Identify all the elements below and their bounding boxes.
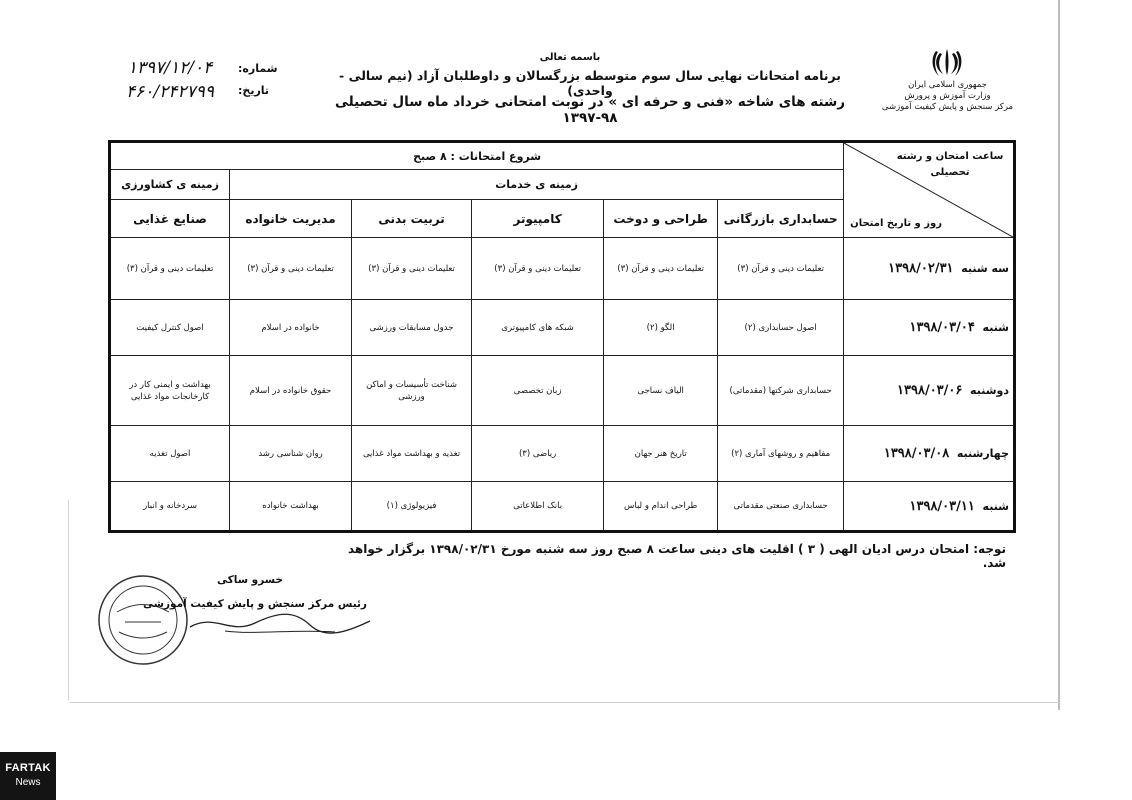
subject-cell: روان شناسی رشد bbox=[230, 426, 352, 482]
subject-cell: مفاهیم و روشهای آماری (۲) bbox=[718, 426, 844, 482]
subject-cell: تعلیمات دینی و قرآن (۳) bbox=[472, 238, 604, 300]
subject-cell: تعلیمات دینی و قرآن (۳) bbox=[718, 238, 844, 300]
day-label: سه شنبه bbox=[961, 262, 1009, 275]
major-header: تربیت بدنی bbox=[352, 200, 472, 238]
document-subtitle: رشته های شاخه «فنی و حرفه ای » در نوبت امتحانی خرداد ماه سال تحصیلی ۹۸-۱۳۹۷ bbox=[334, 94, 846, 126]
signatory-name: خسرو ساکی bbox=[217, 574, 283, 586]
subject-cell: سردخانه و انبار bbox=[110, 482, 230, 532]
table-row bbox=[110, 482, 1015, 532]
major-header: صنایع غذایی bbox=[110, 200, 230, 238]
table-row bbox=[110, 300, 1015, 356]
corner-label-date: روز و تاریخ امتحان bbox=[850, 218, 942, 229]
logo-text: FARTAK bbox=[5, 762, 51, 774]
ministry-caption bbox=[880, 80, 1015, 113]
day-date-cell bbox=[844, 356, 1015, 426]
number-label: شماره: bbox=[238, 62, 278, 75]
subject-cell: طراحی اندام و لباس bbox=[604, 482, 718, 532]
subject-cell: اصول تغذیه bbox=[110, 426, 230, 482]
subject-cell: اصول حسابداری (۲) bbox=[718, 300, 844, 356]
official-stamp-icon bbox=[95, 572, 191, 668]
date-label: تاریخ: bbox=[238, 84, 270, 97]
subject-cell: حسابداری صنعتی مقدماتی bbox=[718, 482, 844, 532]
subject-cell: اصول کنترل کیفیت bbox=[110, 300, 230, 356]
footnote: توجه: امتحان درس ادیان الهی ( ۳ ) اقلیت های دینی ساعت ۸ صبح روز سه شنبه مورخ ۱۳۹۸/۰۲/۳۱ برگزار خواهد شد. bbox=[347, 542, 1006, 570]
day-date-cell bbox=[844, 426, 1015, 482]
page-edge bbox=[1058, 0, 1060, 710]
bismillah: باسمه تعالی bbox=[539, 52, 601, 63]
ministry-line: جمهوری اسلامی ایران bbox=[908, 80, 987, 90]
day-label: شنبه bbox=[982, 321, 1009, 334]
subject-cell: تعلیمات دینی و قرآن (۳) bbox=[604, 238, 718, 300]
day-label: دوشنبه bbox=[970, 384, 1009, 397]
exam-date: ۱۳۹۸/۰۳/۰۴ bbox=[909, 320, 975, 335]
table-row bbox=[110, 426, 1015, 482]
corner-label-time: ساعت امتحان و رشته تحصیلی bbox=[896, 151, 1004, 178]
subject-cell: الیاف نساجی bbox=[604, 356, 718, 426]
field-header-agriculture: زمینه ی کشاورزی bbox=[110, 170, 230, 200]
exam-date: ۱۳۹۸/۰۳/۱۱ bbox=[909, 498, 975, 514]
subject-cell: الگو (۲) bbox=[604, 300, 718, 356]
day-label: چهارشنبه bbox=[956, 447, 1009, 460]
subject-cell: بهداشت و ایمنی کار در کارخانجات مواد غذایی bbox=[110, 356, 230, 426]
subject-cell: تغذیه و بهداشت مواد غذایی bbox=[352, 426, 472, 482]
ministry-line: وزارت آموزش و پرورش bbox=[904, 91, 991, 101]
subject-cell: تعلیمات دینی و قرآن (۳) bbox=[352, 238, 472, 300]
exam-date: ۱۳۹۸/۰۲/۳۱ bbox=[888, 261, 954, 276]
logo-text: News bbox=[15, 777, 41, 788]
exam-date: ۱۳۹۸/۰۳/۰۶ bbox=[897, 383, 963, 398]
letter-meta bbox=[110, 52, 290, 102]
day-date-cell bbox=[844, 482, 1015, 532]
day-date-cell bbox=[844, 238, 1015, 300]
subject-cell: زبان تخصصی bbox=[472, 356, 604, 426]
subject-cell: ریاضی (۳) bbox=[472, 426, 604, 482]
major-header: طراحی و دوخت bbox=[604, 200, 718, 238]
signature-scribble bbox=[185, 605, 375, 640]
subject-cell: جدول مسابقات ورزشی bbox=[352, 300, 472, 356]
start-time-header: شروع امتحانات : ۸ صبح bbox=[110, 142, 844, 170]
day-date-cell bbox=[844, 300, 1015, 356]
field-header-services: زمینه ی خدمات bbox=[230, 170, 844, 200]
day-label: شنبه bbox=[982, 499, 1009, 513]
ministry-line: مرکز سنجش و پایش کیفیت آموزشی bbox=[881, 102, 1014, 112]
subject-cell: حقوق خانواده در اسلام bbox=[230, 356, 352, 426]
subject-cell: خانواده در اسلام bbox=[230, 300, 352, 356]
page-edge bbox=[70, 702, 1060, 703]
subject-cell: بهداشت خانواده bbox=[230, 482, 352, 532]
iran-emblem-icon bbox=[930, 45, 964, 79]
letter-number-value: ۴۶۰/۲۴۲۷۹۹ bbox=[126, 82, 214, 102]
subject-cell: تعلیمات دینی و قرآن (۳) bbox=[230, 238, 352, 300]
subject-cell: شناخت تأسیسات و اماکن ورزشی bbox=[352, 356, 472, 426]
exam-date: ۱۳۹۸/۰۳/۰۸ bbox=[883, 446, 950, 461]
document-title: برنامه امتحانات نهایی سال سوم متوسطه بزرگسالان و داوطلبان آزاد (نیم سالی - واحدی) bbox=[339, 68, 841, 98]
subject-cell: تاریخ هنر جهان bbox=[604, 426, 718, 482]
major-header: حسابداری بازرگانی bbox=[718, 200, 844, 238]
subject-cell: فیزیولوژی (۱) bbox=[352, 482, 472, 532]
major-header: مدیریت خانواده bbox=[230, 200, 352, 238]
page-edge bbox=[68, 500, 69, 700]
table-corner-cell bbox=[844, 142, 1015, 238]
table-row bbox=[110, 356, 1015, 426]
table-row bbox=[110, 238, 1015, 300]
major-header: کامپیوتر bbox=[472, 200, 604, 238]
subject-cell: حسابداری شرکتها (مقدماتی) bbox=[718, 356, 844, 426]
subject-cell: شبکه های کامپیوتری bbox=[472, 300, 604, 356]
subject-cell: تعلیمات دینی و قرآن (۳) bbox=[110, 238, 230, 300]
fartak-news-logo bbox=[0, 752, 56, 800]
subject-cell: بانک اطلاعاتی bbox=[472, 482, 604, 532]
exam-schedule-table bbox=[108, 140, 1016, 533]
letter-date-value: ۱۳۹۷/۱۲/۰۴ bbox=[127, 58, 213, 78]
signatory-title: رئیس مرکز سنجش و پایش کیفیت آموزشی bbox=[143, 598, 367, 610]
